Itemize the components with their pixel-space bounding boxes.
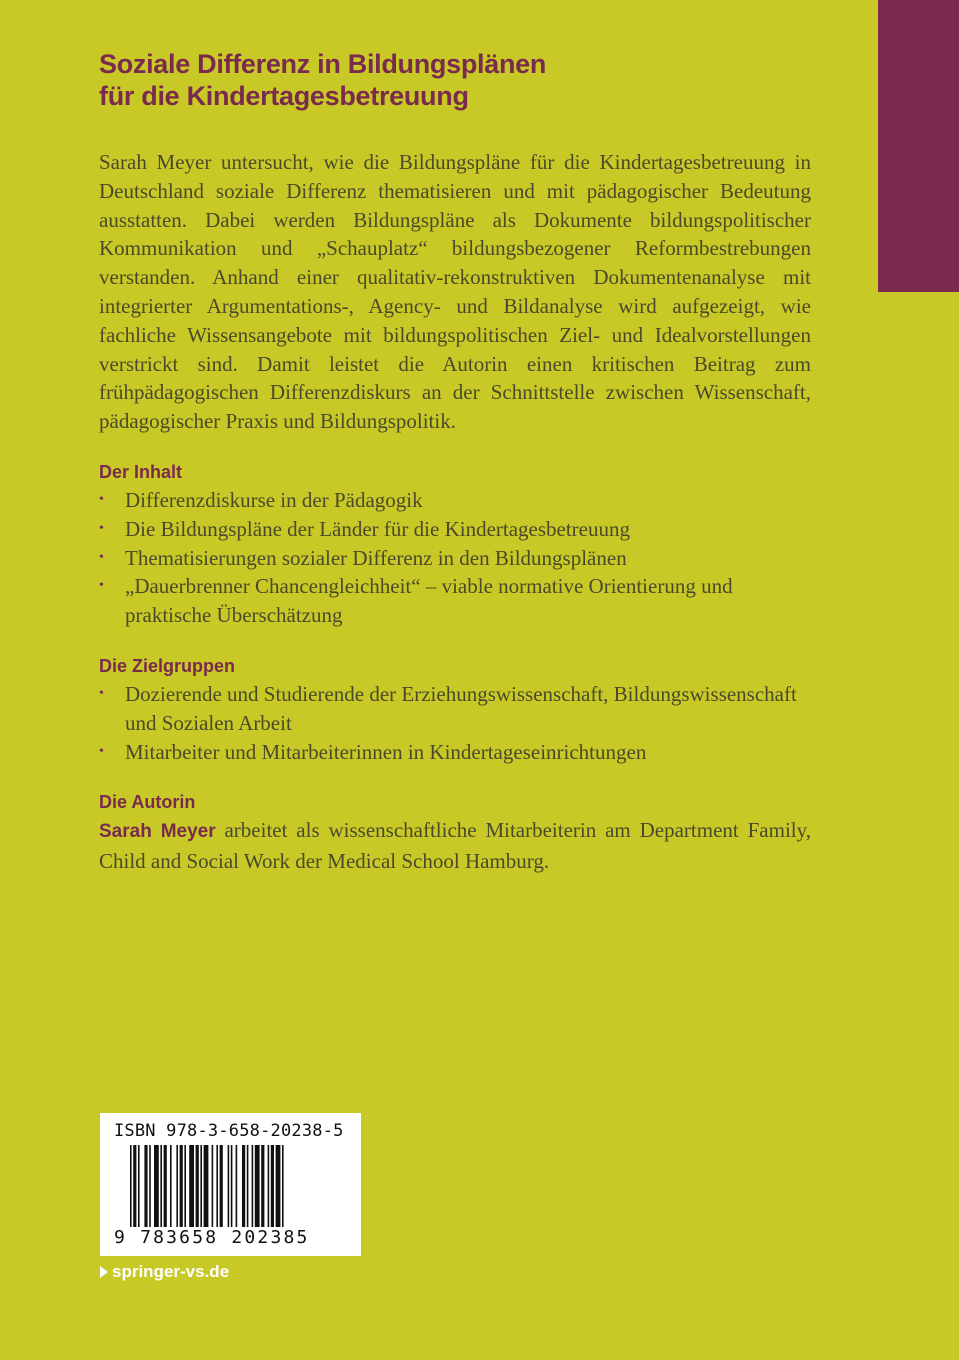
autorin-paragraph	[99, 816, 811, 876]
list-item: • „Dauerbrenner Chancengleichheit“ – viable normative Orientierung und praktische Überschätzung	[99, 572, 811, 630]
inhalt-heading: Der Inhalt	[99, 461, 183, 482]
list-item: • Differenzdiskurse in der Pädagogik	[99, 486, 811, 515]
title-line-1: Soziale Differenz in Bildungsplänen	[99, 49, 547, 79]
zielgruppen-heading: Die Zielgruppen	[99, 655, 236, 676]
book-title	[99, 48, 839, 112]
arrow-right-icon	[100, 1266, 108, 1278]
isbn-label: ISBN 978-3-658-20238-5	[114, 1121, 344, 1141]
author-name: Sarah Meyer	[99, 821, 216, 843]
website-text: springer-vs.de	[112, 1262, 230, 1281]
barcode-digits-text: 9 783658 202385	[114, 1227, 310, 1248]
description-paragraph: Sarah Meyer untersucht, wie die Bildungspläne für die Kindertagesbetreuung in Deutschland soziale Differenz thematisieren und mit pädagogischer Bedeutung ausstatten. Dabei werden Bildungspläne als Dokumente bildungspolitischer Kommunikation und „Schauplatz“ bildungsbezogener Reformbestrebungen verstanden. Anhand einer qualitativ-rekonstruktiven Dokumentenanalyse mit integrierter Argumentations-, Agency- und Bildanalyse wird aufgezeigt, wie fachliche Wissensangebote mit bildungspolitischen Ziel- und Idealvorstellungen verstrickt sind. Damit leistet die Autorin einen kritischen Beitrag zum frühpädagogischen Differenzdiskurs an der Schnittstelle zwischen Wissenschaft, pädagogischer Praxis und Bildungspolitik.	[99, 150, 811, 434]
barcode-digits	[114, 1227, 354, 1248]
isbn-barcode	[100, 1113, 361, 1256]
zielgruppen-list	[99, 680, 811, 766]
inhalt-list	[99, 486, 811, 630]
list-item: • Die Bildungspläne der Länder für die Kindertagesbetreuung	[99, 515, 811, 544]
list-item: • Dozierende und Studierende der Erziehungswissenschaft, Bildungswissenschaft und Sozialen Arbeit	[99, 680, 811, 738]
autorin-heading: Die Autorin	[99, 792, 196, 813]
autorin-text: arbeitet als wissenschaftliche Mitarbeiterin am Department Family, Child and Social Work der Medical School Hamburg.	[99, 818, 811, 874]
list-item: • Mitarbeiter und Mitarbeiterinnen in Kindertageseinrichtungen	[99, 738, 811, 767]
blurb-content	[99, 148, 811, 876]
title-line-2: für die Kindertagesbetreuung	[99, 81, 469, 111]
side-color-tab	[878, 0, 959, 292]
website-link[interactable]	[100, 1262, 229, 1282]
list-item: • Thematisierungen sozialer Differenz in den Bildungsplänen	[99, 544, 811, 573]
